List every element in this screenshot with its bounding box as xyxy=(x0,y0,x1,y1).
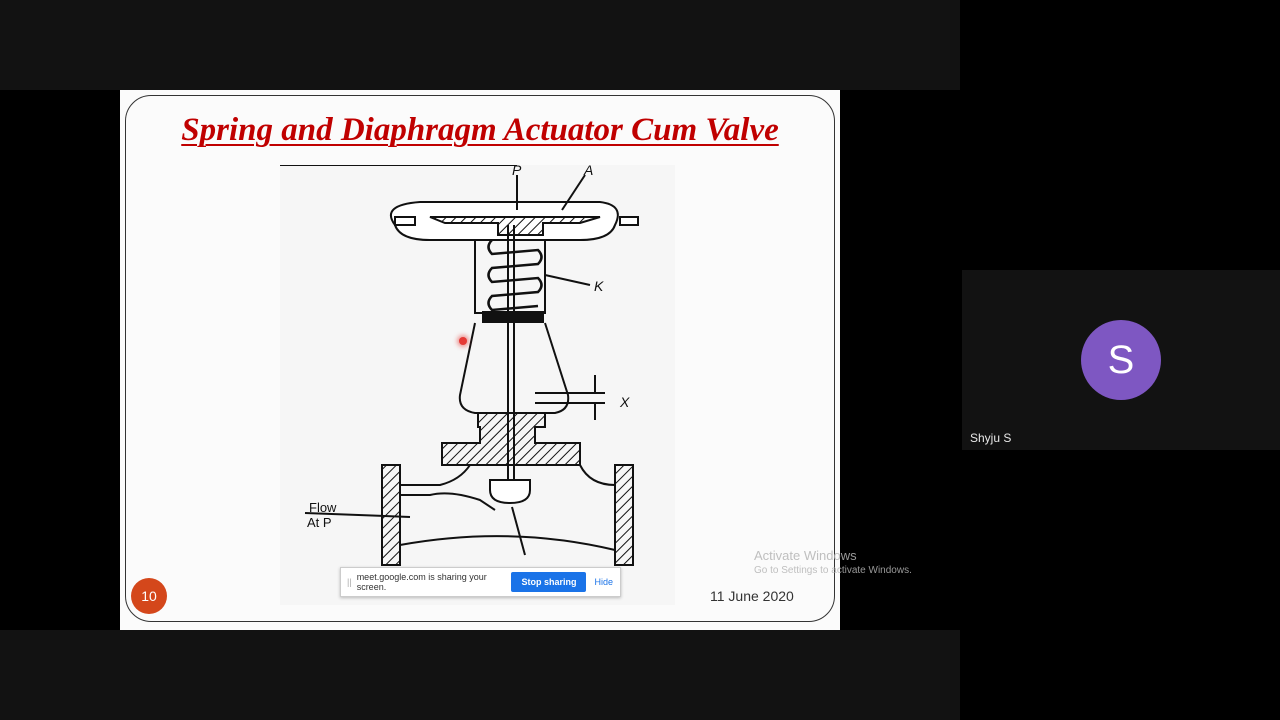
presentation-slide xyxy=(120,90,840,630)
hide-button[interactable]: Hide xyxy=(594,577,613,587)
participant-tile[interactable] xyxy=(962,270,1280,450)
slide-date: 11 June 2020 xyxy=(710,588,794,604)
laser-pointer-cursor xyxy=(459,337,467,345)
watermark-title: Activate Windows xyxy=(754,548,857,563)
label-a: A xyxy=(584,165,594,178)
label-p: P xyxy=(512,165,522,178)
watermark-subtitle: Go to Settings to activate Windows. xyxy=(754,565,912,576)
valve-diagram xyxy=(280,165,675,605)
avatar: S xyxy=(1081,320,1161,400)
label-k: K xyxy=(594,278,604,294)
label-at-pv: At P xyxy=(307,515,332,530)
label-flow: Flow xyxy=(309,500,337,515)
participant-name: Shyju S xyxy=(970,431,1012,445)
bottom-band xyxy=(0,630,960,720)
drag-handle-icon[interactable]: || xyxy=(347,577,352,587)
slide-number-badge: 10 xyxy=(131,578,167,614)
slide-title: Spring and Diaphragm Actuator Cum Valve xyxy=(181,112,779,148)
stop-sharing-button[interactable]: Stop sharing xyxy=(511,572,586,592)
label-x: X xyxy=(620,394,630,410)
activate-windows-watermark xyxy=(754,548,912,576)
share-message: meet.google.com is sharing your screen. xyxy=(356,572,487,592)
top-band xyxy=(0,0,960,90)
screen-share-notification-bar xyxy=(340,567,621,597)
